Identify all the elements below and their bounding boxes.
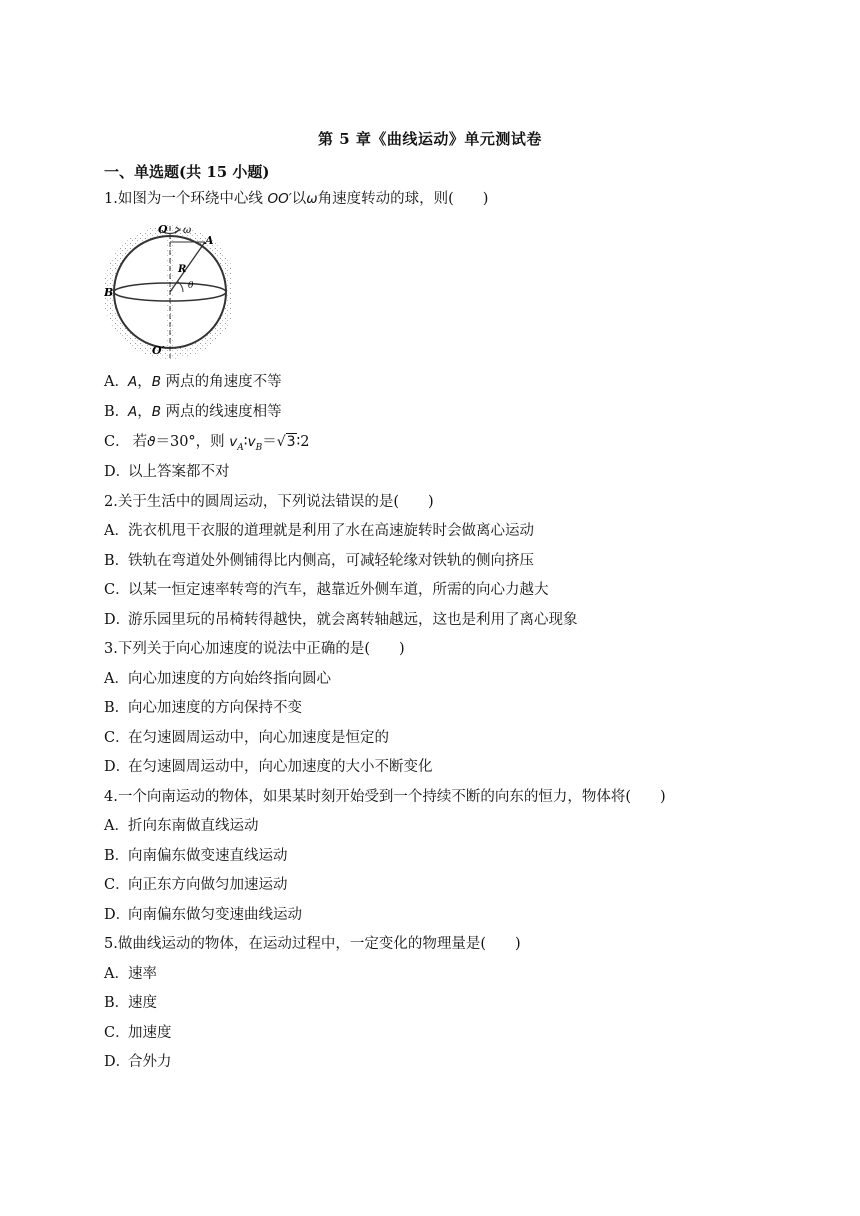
var-a: A [128,404,138,420]
separator: ， [137,404,152,420]
q2-option-c [104,580,549,600]
option-letter: B． [104,700,130,716]
q4-option-a [104,816,259,836]
option-letter: B． [104,404,130,420]
option-text: 向南偏东做匀变速曲线运动 [128,907,302,923]
q5-stem: 5.做曲线运动的物体，在运动过程中，一定变化的物理量是( ) [104,936,521,952]
q2-option-d [104,610,578,630]
q3-option-c [104,728,389,748]
q3-option-a [104,669,331,689]
label-O: O [158,223,168,236]
equals-sign: ＝ [262,434,277,450]
option-text: 两点的角速度不等 [161,374,282,390]
label-O-prime: O′ [152,344,165,357]
q5-option-a [104,964,157,984]
q5-option-b [104,993,157,1013]
option-letter: B． [104,848,130,864]
q1-option-d [104,462,230,482]
q5-option-c [104,1023,172,1043]
option-letter: D． [104,612,131,628]
option-text: 合外力 [128,1054,172,1070]
q4-stem: 4.一个向南运动的物体，如果某时刻开始受到一个持续不断的向东的恒力，物体将( ) [104,789,666,805]
q4-option-c [104,875,288,895]
q5-option-d [104,1052,172,1072]
option-letter: C． [104,1025,130,1041]
option-text: 向正东方向做匀加速运动 [128,877,288,893]
q1-option-b [104,402,282,422]
sqrt-expression: √3 [276,434,296,450]
label-theta: θ [188,281,194,291]
option-mid: ＝30°，则 [155,434,230,450]
label-B: B [104,286,114,299]
q2-option-a [104,521,534,541]
subscript-a: A [237,442,244,453]
option-text: 折向东南做直线运动 [128,818,259,834]
label-A: A [205,234,214,247]
q4-option-b [104,846,288,866]
option-suffix: ∶2 [296,434,310,450]
q3-option-d [104,757,433,777]
velocity-a: v [229,434,238,450]
option-letter: A． [104,671,129,687]
subscript-b: B [255,442,263,453]
option-text: 以上答案都不对 [128,464,230,480]
option-letter: B． [104,995,130,1011]
option-text: 以某一恒定速率转弯的汽车，越靠近外侧车道，所需的向心力越大 [128,582,549,598]
option-letter: A． [104,966,129,982]
q1-stem-suffix: 角速度转动的球，则( ) [317,191,489,207]
q2-stem: 2.关于生活中的圆周运动，下列说法错误的是( ) [104,494,434,510]
var-a: A [128,374,138,390]
option-text: 速率 [128,966,157,982]
sqrt-radicand: 3 [286,434,296,450]
velocity-b: v [247,434,256,450]
q1-stem-mid: 以 [291,191,307,207]
theta-symbol: ϑ [147,434,156,450]
q1-option-c [104,432,310,458]
option-text: 向心加速度的方向保持不变 [128,700,302,716]
ratio-colon: ∶ [243,434,248,450]
option-text: 洗衣机甩干衣服的道理就是利用了水在高速旋转时会做离心运动 [128,523,534,539]
rotating-sphere-figure [104,222,232,364]
q3-option-b [104,698,302,718]
option-text: 在匀速圆周运动中，向心加速度的大小不断变化 [128,759,433,775]
option-text: 在匀速圆周运动中，向心加速度是恒定的 [128,730,389,746]
option-text: 速度 [128,995,157,1011]
option-text: 加速度 [128,1025,172,1041]
option-letter: C． [104,877,130,893]
option-letter: A． [104,374,129,390]
option-text: 向南偏东做变速直线运动 [128,848,288,864]
section-title: 一、单选题(共 15 小题) [104,163,270,181]
label-R: R [178,264,187,275]
doc-title: 第 5 章《曲线运动》单元测试卷 [318,130,542,148]
option-text: 游乐园里玩的吊椅转得越快，就会离转轴越远，这也是利用了离心现象 [128,612,578,628]
q3-stem: 3.下列关于向心加速度的说法中正确的是( ) [104,641,405,657]
var-b: B [151,374,162,390]
option-letter: D． [104,1054,131,1070]
option-text: 两点的线速度相等 [161,404,282,420]
q1-option-a [104,372,282,392]
q1-stem-prefix: 1.如图为一个环绕中心线 [104,191,268,207]
option-letter: D． [104,907,131,923]
var-b: B [151,404,162,420]
option-letter: D． [104,464,131,480]
option-letter: D． [104,759,131,775]
option-letter: C． [104,582,130,598]
option-letter: C． [104,730,130,746]
option-letter: B． [104,553,130,569]
option-text: 向心加速度的方向始终指向圆心 [128,671,331,687]
q1-axis-label: OO′ [267,191,292,207]
q1-omega: ω [306,191,318,207]
q1-stem [104,189,488,209]
option-text: 铁轨在弯道处外侧铺得比内侧高，可减轻轮缘对铁轨的侧向挤压 [128,553,534,569]
q4-option-d [104,905,302,925]
sphere-diagram [104,222,232,364]
option-letter: C． [104,434,130,450]
option-letter: A． [104,818,129,834]
q2-option-b [104,551,534,571]
separator: ， [137,374,152,390]
option-prefix: 若 [132,434,148,450]
label-omega: ω [183,225,192,236]
option-letter: A． [104,523,129,539]
